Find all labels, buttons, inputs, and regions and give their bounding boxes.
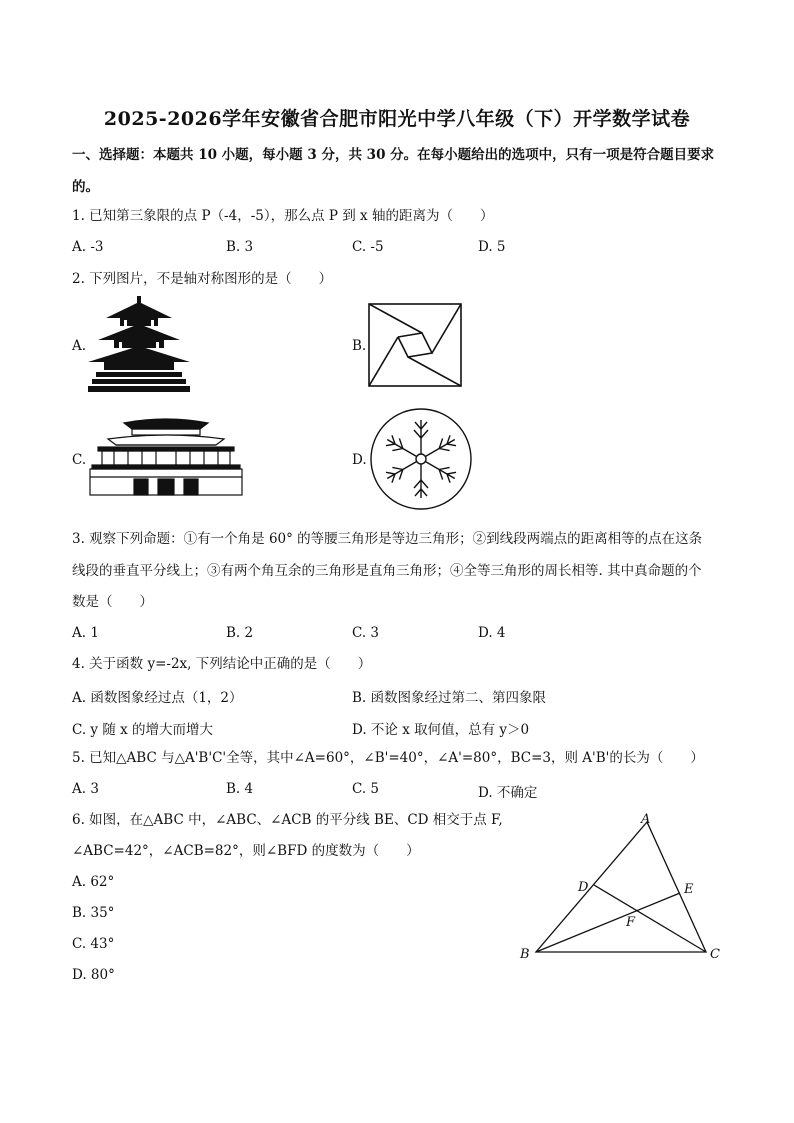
q6-stem-line2: ∠ABC=42°，∠ACB=82°，则∠BFD 的度数为（ ）: [72, 843, 420, 859]
q4-option-c: C. y 随 x 的增大而增大: [72, 722, 214, 738]
q1-stem: 1. 已知第三象限的点 P（-4，-5），那么点 P 到 x 轴的距离为（ ）: [72, 208, 494, 224]
q6-option-c: C. 43°: [72, 936, 115, 952]
q6-stem-line1: 6. 如图，在△ABC 中，∠ABC、∠ACB 的平分线 BE、CD 相交于点 F,: [72, 812, 503, 828]
q5-option-b: B. 4: [226, 781, 254, 797]
q6-option-b: B. 35°: [72, 905, 115, 921]
q4-option-b: B. 函数图象经过第二、第四象限: [352, 690, 547, 706]
q5-option-c: C. 5: [352, 781, 380, 797]
q2-label-c: C.: [72, 452, 87, 468]
q6-option-a: A. 62°: [72, 874, 115, 890]
palace-building-image: [88, 417, 244, 497]
q1-option-d: D. 5: [478, 239, 506, 255]
q5-option-d: D. 不确定: [478, 785, 538, 801]
point-label-b: B: [520, 947, 530, 962]
q2-label-a: A.: [72, 338, 87, 354]
point-label-e: E: [684, 882, 694, 897]
q6-option-d: D. 80°: [72, 967, 115, 983]
q3-option-d: D. 4: [478, 625, 506, 641]
q5-option-a: A. 3: [72, 781, 99, 797]
q3-stem-line1: 3. 观察下列命题：①有一个角是 60° 的等腰三角形是等边三角形；②到线段两端点的距离相等的点在这条: [72, 531, 703, 547]
q1-option-b: B. 3: [226, 239, 254, 255]
q3-stem-line3: 数是（ ）: [72, 594, 153, 610]
snowflake-circle-image: [370, 408, 472, 510]
q4-option-a: A. 函数图象经过点（1，2）: [72, 690, 243, 706]
point-label-c: C: [710, 947, 720, 962]
q3-option-a: A. 1: [72, 625, 99, 641]
q2-label-d: D.: [352, 452, 367, 468]
temple-of-heaven-image: [86, 296, 194, 394]
section-header-line2: 的。: [72, 179, 99, 195]
q3-option-c: C. 3: [352, 625, 380, 641]
square-pinwheel-image: [368, 303, 462, 387]
q5-stem: 5. 已知△ABC 与△A'B'C'全等，其中∠A=60°，∠B'=40°，∠A'=80°，BC=3，则 A'B'的长为（ ）: [72, 750, 704, 766]
q2-stem: 2. 下列图片，不是轴对称图形的是（ ）: [72, 271, 333, 287]
q4-stem: 4. 关于函数 y=-2x, 下列结论中正确的是（ ）: [72, 656, 372, 672]
triangle-abc: [536, 822, 706, 952]
triangle-figure: [510, 806, 730, 966]
q3-stem-line2: 线段的垂直平分线上；③有两个角互余的三角形是直角三角形；④全等三角形的周长相等. 其中真命题的个: [72, 563, 702, 579]
point-label-d: D: [578, 880, 589, 895]
page-title: 2025-2026学年安徽省合肥市阳光中学八年级（下）开学数学试卷: [103, 108, 691, 130]
q4-option-d: D. 不论 x 取何值，总有 y＞0: [352, 722, 530, 738]
q3-option-b: B. 2: [226, 625, 254, 641]
section-header-line1: 一、选择题：本题共 10 小题，每小题 3 分，共 30 分。在每小题给出的选项中，只有一项是符合题目要求: [72, 147, 715, 163]
q1-option-a: A. -3: [72, 239, 104, 255]
q2-label-b: B.: [352, 338, 367, 354]
point-label-f: F: [626, 915, 636, 930]
point-label-a: A: [641, 812, 651, 827]
q1-option-c: C. -5: [352, 239, 384, 255]
bisector-be: [536, 893, 680, 952]
